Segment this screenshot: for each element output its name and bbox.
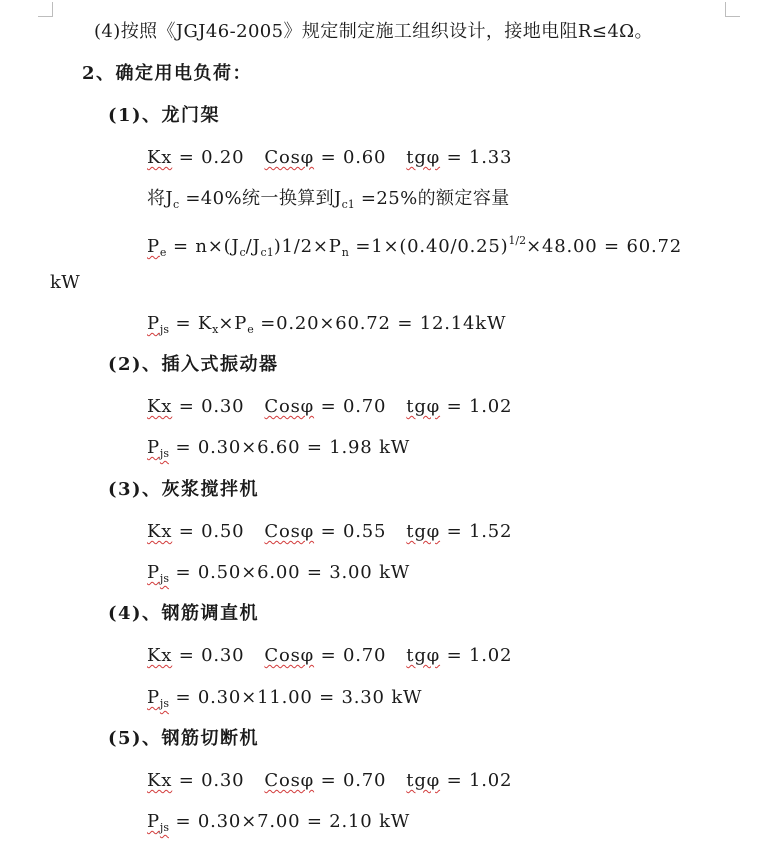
kx-value: = 0.50 [172,521,245,542]
coefficient-line [147,769,512,793]
kx-value: = 0.20 [172,147,245,168]
conversion-sub: c1 [341,198,355,211]
coefficient-line [147,520,512,544]
kx-value: = 0.30 [172,770,245,791]
pjs-sub: js [159,821,169,834]
kx-label: Kx [147,645,173,666]
pjs-symbol: P [147,437,160,458]
kx-label: Kx [147,770,173,791]
cos-label: Cosφ [264,147,315,168]
cos-label: Cosφ [264,645,315,666]
pe-text: )1/2×P [273,236,342,257]
cos-label: Cosφ [264,770,315,791]
tg-value: = 1.02 [440,645,513,666]
ground-resistance-line: (4)按照《JGJ46-2005》规定制定施工组织设计，接地电阻R≤4Ω。 [94,21,653,42]
pe-text: = n×(J [166,236,240,257]
pjs-symbol: P [147,562,160,583]
kx-value: = 0.30 [172,396,245,417]
pe-symbol: P [147,236,160,257]
pe-sub: c [239,246,246,259]
cos-value: = 0.70 [314,770,387,791]
pe-sub: n [341,246,349,259]
pjs-symbol: P [147,811,160,832]
pjs-line [147,686,422,716]
pjs-line [147,810,410,840]
pjs-line [147,312,506,342]
pjs-sub: js [159,323,169,336]
pjs-symbol: P [147,313,160,334]
kx-label: Kx [147,147,173,168]
tg-value: = 1.02 [440,770,513,791]
pjs-text: = 0.30×11.00 = 3.30 kW [168,687,423,708]
kx-value: = 0.30 [172,645,245,666]
tg-value: = 1.02 [440,396,513,417]
item-title: (5)、钢筋切断机 [108,728,260,749]
pjs-text: =0.20×60.72 = 12.14kW [253,313,507,334]
tg-label: tgφ [406,770,441,791]
tg-label: tgφ [406,521,441,542]
pe-text: ×48.00 = 60.72 [526,236,682,257]
pe-formula-line [147,229,682,265]
pjs-sub: js [159,697,169,710]
section-title: 2、确定用电负荷： [82,63,253,84]
pjs-line [147,436,410,466]
pjs-line [147,561,410,591]
tg-label: tgφ [406,645,441,666]
coefficient-line [147,644,512,668]
pjs-symbol: P [147,687,160,708]
conversion-text: =25%的额定容量 [354,188,510,209]
page-corner-mark-left [38,2,53,17]
conversion-sub: c [173,198,180,211]
pjs-text: = 0.50×6.00 = 3.00 kW [168,562,411,583]
pe-sub: c1 [260,246,274,259]
pe-text: /J [245,236,261,257]
kx-label: Kx [147,521,173,542]
cos-value: = 0.70 [314,645,387,666]
item-title: (4)、钢筋调直机 [108,603,260,624]
pjs-text: = 0.30×6.60 = 1.98 kW [168,437,411,458]
tg-value: = 1.33 [440,147,513,168]
pe-sub: e [159,246,167,259]
conversion-line [147,187,510,217]
coefficient-line [147,146,512,170]
item-title: (1)、龙门架 [108,105,221,126]
tg-label: tgφ [406,147,441,168]
pjs-sub: x [212,323,219,336]
coefficient-line [147,395,512,419]
cos-value: = 0.55 [314,521,387,542]
cos-label: Cosφ [264,521,315,542]
page-corner-mark-right [725,2,740,17]
pjs-sub: js [159,572,169,585]
cos-value: = 0.70 [314,396,387,417]
conversion-text: 将J [147,188,174,209]
item-title: (3)、灰浆搅拌机 [108,479,260,500]
tg-value: = 1.52 [440,521,513,542]
pjs-text: ×P [218,313,248,334]
pe-sup: 1/2 [508,234,527,247]
pjs-text: = K [168,313,213,334]
conversion-text: =40%统一换算到J [179,188,342,209]
cos-value: = 0.60 [314,147,387,168]
pjs-text: = 0.30×7.00 = 2.10 kW [168,811,411,832]
pjs-sub: e [247,323,254,336]
tg-label: tgφ [406,396,441,417]
kx-label: Kx [147,396,173,417]
cos-label: Cosφ [264,396,315,417]
pe-text: =1×(0.40/0.25) [348,236,509,257]
item-title: (2)、插入式振动器 [108,354,279,375]
pe-unit: kW [50,272,81,293]
pjs-sub: js [159,447,169,460]
